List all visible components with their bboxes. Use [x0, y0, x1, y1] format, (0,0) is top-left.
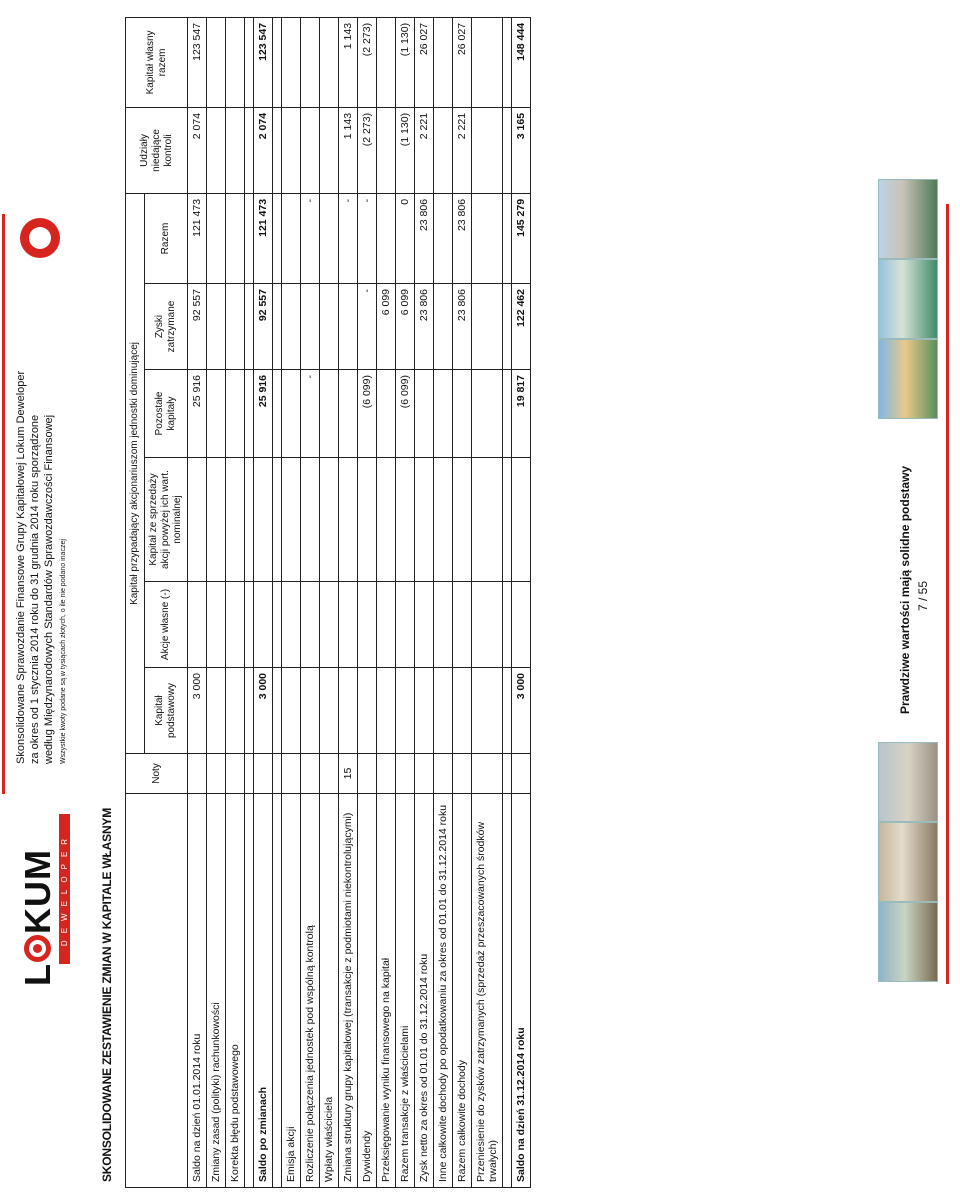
cell-nci	[282, 107, 301, 193]
cell-retained	[301, 284, 320, 370]
cell-treasury	[188, 582, 207, 668]
row-note	[396, 754, 415, 794]
row-note	[207, 754, 226, 794]
spacer-cell	[273, 370, 282, 458]
cell-retained	[282, 284, 301, 370]
footer-photo	[878, 339, 938, 419]
table-spacer-row	[503, 17, 512, 1187]
cell-treasury	[282, 582, 301, 668]
spacer-cell	[245, 458, 254, 582]
header-group: Kapitał przypadający akcjonariuszom jednostki dominującej	[126, 193, 145, 753]
table-row	[254, 17, 273, 1187]
cell-other	[472, 370, 503, 458]
table-row	[453, 17, 472, 1187]
table-row	[188, 17, 207, 1187]
spacer-cell	[245, 107, 254, 193]
table-row	[434, 17, 453, 1187]
row-label: Rozliczenie połączenia jednostek pod wspólną kontrolą	[301, 794, 320, 1188]
cell-retained: 6 099	[396, 284, 415, 370]
page-number: 7 / 55	[916, 580, 930, 611]
logo-subtitle: DEWELOPER	[59, 814, 70, 964]
cell-total	[282, 193, 301, 283]
cell-treasury	[453, 582, 472, 668]
cell-other	[453, 370, 472, 458]
footer-photo	[878, 742, 938, 822]
equity-table	[125, 18, 531, 1188]
cell-share	[415, 668, 434, 754]
table-row	[339, 17, 358, 1187]
spacer-cell	[503, 458, 512, 582]
cell-equity: (1 130)	[396, 17, 415, 107]
header-premium: Kapitał ze sprzedaży akcji powyżej ich wart. nominalnej	[145, 458, 188, 582]
row-label: Razem całkowite dochody	[453, 794, 472, 1188]
cell-premium	[377, 458, 396, 582]
footer-photo	[878, 902, 938, 982]
cell-total	[377, 193, 396, 283]
cell-total: 145 279	[512, 193, 531, 283]
cell-treasury	[377, 582, 396, 668]
row-note	[434, 754, 453, 794]
cell-treasury	[226, 582, 245, 668]
spacer-cell	[273, 458, 282, 582]
row-note	[358, 754, 377, 794]
cell-total: -	[301, 193, 320, 283]
row-note	[282, 754, 301, 794]
cell-treasury	[254, 582, 273, 668]
table-row	[226, 17, 245, 1187]
header-notes: Noty	[126, 754, 188, 794]
cell-treasury	[512, 582, 531, 668]
table-row	[512, 17, 531, 1187]
cell-equity: 148 444	[512, 17, 531, 107]
cell-treasury	[320, 582, 339, 668]
cell-treasury	[339, 582, 358, 668]
cell-premium	[254, 458, 273, 582]
spacer-cell	[245, 193, 254, 283]
cell-premium	[301, 458, 320, 582]
row-label: Przeksięgowanie wyniku finansowego na kapitał	[377, 794, 396, 1188]
lokum-mark-icon	[20, 218, 60, 258]
row-label: Saldo po zmianach	[254, 794, 273, 1188]
row-note	[301, 754, 320, 794]
cell-premium	[207, 458, 226, 582]
cell-equity	[434, 17, 453, 107]
cell-retained	[472, 284, 503, 370]
row-label: Wpłaty właściciela	[320, 794, 339, 1188]
cell-share	[339, 668, 358, 754]
spacer-cell	[273, 284, 282, 370]
header-other: Pozostałe kapitały	[145, 370, 188, 458]
row-note	[415, 754, 434, 794]
header-total: Razem	[145, 193, 188, 283]
cell-retained	[434, 284, 453, 370]
table-spacer-row	[273, 17, 282, 1187]
cell-total: -	[358, 193, 377, 283]
cell-other	[434, 370, 453, 458]
cell-other: 25 916	[188, 370, 207, 458]
cell-treasury	[396, 582, 415, 668]
cell-share: 3 000	[512, 668, 531, 754]
cell-premium	[226, 458, 245, 582]
spacer-cell	[245, 17, 254, 107]
cell-other	[415, 370, 434, 458]
cell-share	[358, 668, 377, 754]
cell-premium	[396, 458, 415, 582]
title-line: Skonsolidowane Sprawozdanie Finansowe Grupy Kapitałowej Lokum Deweloper	[15, 370, 27, 764]
cell-total: 23 806	[453, 193, 472, 283]
cell-nci	[320, 107, 339, 193]
spacer-cell	[245, 370, 254, 458]
cell-premium	[282, 458, 301, 582]
cell-nci	[434, 107, 453, 193]
cell-share	[434, 668, 453, 754]
cell-retained: 23 806	[453, 284, 472, 370]
cell-other	[320, 370, 339, 458]
cell-total: -	[339, 193, 358, 283]
cell-nci	[207, 107, 226, 193]
cell-equity: (2 273)	[358, 17, 377, 107]
row-label: Zysk netto za okres od 01.01 do 31.12.2014 roku	[415, 794, 434, 1188]
cell-share	[396, 668, 415, 754]
table-row	[396, 17, 415, 1187]
cell-share	[226, 668, 245, 754]
section-title: SKONSOLIDOWANE ZESTAWIENIE ZMIAN W KAPITALE WŁASNYM	[100, 807, 114, 1182]
header-nci: Udziały niedające kontroli	[126, 107, 188, 193]
table-row	[415, 17, 434, 1187]
cell-retained: -	[358, 284, 377, 370]
cell-other: 25 916	[254, 370, 273, 458]
cell-share: 3 000	[188, 668, 207, 754]
table-row	[282, 17, 301, 1187]
spacer-cell	[503, 284, 512, 370]
cell-total	[472, 193, 503, 283]
cell-retained: 6 099	[377, 284, 396, 370]
cell-nci: 2 074	[188, 107, 207, 193]
spacer-cell	[273, 582, 282, 668]
cell-total	[207, 193, 226, 283]
row-label: Zmiana struktury grupy kapitałowej (transakcje z podmiotami niekontrolującymi)	[339, 794, 358, 1188]
cell-share	[282, 668, 301, 754]
footer-slogan: Prawdziwe wartości mają solidne podstawy	[898, 465, 912, 714]
cell-other: -	[301, 370, 320, 458]
row-note: 15	[339, 754, 358, 794]
header-retained: Zyski zatrzymane	[145, 284, 188, 370]
cell-nci: 2 074	[254, 107, 273, 193]
footer-photo	[878, 822, 938, 902]
cell-nci: 2 221	[415, 107, 434, 193]
cell-premium	[320, 458, 339, 582]
cell-retained	[339, 284, 358, 370]
cell-total: 121 473	[188, 193, 207, 283]
table-row	[301, 17, 320, 1187]
header-treasury: Akcje własne (-)	[145, 582, 188, 668]
spacer-cell	[245, 284, 254, 370]
cell-retained	[207, 284, 226, 370]
spacer-cell	[503, 668, 512, 754]
title-line: za okres od 1 stycznia 2014 roku do 31 grudnia 2014 roku sporządzone	[29, 414, 41, 764]
row-label: Inne całkowite dochody po opodatkowaniu za okres od 01.01 do 31.12.2014 roku	[434, 794, 453, 1188]
spacer-cell	[273, 107, 282, 193]
row-label: Przeniesienie do zysków zatrzymanych (sprzedaż przeszacowanych środków trwałych)	[472, 794, 503, 1188]
cell-treasury	[472, 582, 503, 668]
cell-share: 3 000	[254, 668, 273, 754]
cell-nci	[472, 107, 503, 193]
spacer-cell	[273, 794, 282, 1188]
cell-share	[301, 668, 320, 754]
cell-other	[377, 370, 396, 458]
table-row	[320, 17, 339, 1187]
spacer-cell	[273, 754, 282, 794]
cell-other: (6 099)	[358, 370, 377, 458]
cell-treasury	[358, 582, 377, 668]
cell-share	[377, 668, 396, 754]
row-note	[472, 754, 503, 794]
cell-nci: 3 165	[512, 107, 531, 193]
cell-equity	[207, 17, 226, 107]
cell-premium	[512, 458, 531, 582]
row-label: Saldo na dzień 01.01.2014 roku	[188, 794, 207, 1188]
spacer-cell	[503, 193, 512, 283]
table-row	[358, 17, 377, 1187]
footer-photo	[878, 179, 938, 259]
cell-equity: 26 027	[415, 17, 434, 107]
cell-equity: 26 027	[453, 17, 472, 107]
cell-retained: 92 557	[188, 284, 207, 370]
cell-premium	[358, 458, 377, 582]
cell-premium	[472, 458, 503, 582]
cell-treasury	[434, 582, 453, 668]
cell-nci	[377, 107, 396, 193]
row-note	[512, 754, 531, 794]
footer-divider	[946, 204, 949, 984]
cell-nci: 1 143	[339, 107, 358, 193]
cell-equity	[282, 17, 301, 107]
cell-equity	[301, 17, 320, 107]
cell-premium	[415, 458, 434, 582]
cell-equity: 1 143	[339, 17, 358, 107]
row-note	[226, 754, 245, 794]
spacer-cell	[503, 17, 512, 107]
row-label: Razem transakcje z właścicielami	[396, 794, 415, 1188]
row-note	[254, 754, 273, 794]
cell-retained	[226, 284, 245, 370]
row-note	[320, 754, 339, 794]
cell-premium	[188, 458, 207, 582]
cell-premium	[339, 458, 358, 582]
cell-equity: 123 547	[188, 17, 207, 107]
spacer-cell	[503, 794, 512, 1188]
cell-total: 0	[396, 193, 415, 283]
cell-premium	[453, 458, 472, 582]
spacer-cell	[273, 17, 282, 107]
row-note	[377, 754, 396, 794]
cell-treasury	[301, 582, 320, 668]
cell-retained: 122 462	[512, 284, 531, 370]
row-note	[188, 754, 207, 794]
cell-other	[282, 370, 301, 458]
header-equity: Kapitał własny razem	[126, 17, 188, 107]
row-label: Zmiany zasad (polityki) rachunkowości	[207, 794, 226, 1188]
row-label: Dywidendy	[358, 794, 377, 1188]
cell-total: 23 806	[415, 193, 434, 283]
spacer-cell	[503, 582, 512, 668]
title-line: według Międzynarodowych Standardów Sprawozdawczości Finansowej	[43, 414, 55, 764]
cell-total: 121 473	[254, 193, 273, 283]
cell-share	[207, 668, 226, 754]
row-label: Korekta błędu podstawowego	[226, 794, 245, 1188]
header-divider	[2, 214, 5, 794]
cell-share	[453, 668, 472, 754]
table-row	[377, 17, 396, 1187]
cell-other: (6 099)	[396, 370, 415, 458]
cell-equity: 123 547	[254, 17, 273, 107]
spacer-cell	[503, 107, 512, 193]
row-label: Saldo na dzień 31.12.2014 roku	[512, 794, 531, 1188]
spacer-cell	[245, 754, 254, 794]
cell-share	[472, 668, 503, 754]
cell-equity	[377, 17, 396, 107]
cell-retained: 23 806	[415, 284, 434, 370]
spacer-cell	[503, 754, 512, 794]
table-spacer-row	[245, 17, 254, 1187]
cell-nci	[226, 107, 245, 193]
company-logo: LKUM DEWELOPER	[20, 808, 62, 986]
footer-photo	[878, 259, 938, 339]
cell-nci: (1 130)	[396, 107, 415, 193]
spacer-cell	[245, 582, 254, 668]
cell-other	[339, 370, 358, 458]
cell-total	[226, 193, 245, 283]
cell-retained	[320, 284, 339, 370]
cell-total	[320, 193, 339, 283]
cell-other: 19 817	[512, 370, 531, 458]
cell-total	[434, 193, 453, 283]
header-share-capital: Kapitał podstawowy	[145, 668, 188, 754]
row-label: Emisja akcji	[282, 794, 301, 1188]
cell-retained: 92 557	[254, 284, 273, 370]
table-row	[472, 17, 503, 1187]
spacer-cell	[273, 193, 282, 283]
cell-equity	[472, 17, 503, 107]
cell-equity	[320, 17, 339, 107]
cell-nci: 2 221	[453, 107, 472, 193]
cell-equity	[226, 17, 245, 107]
cell-treasury	[415, 582, 434, 668]
spacer-cell	[273, 668, 282, 754]
spacer-cell	[245, 668, 254, 754]
cell-premium	[434, 458, 453, 582]
cell-treasury	[207, 582, 226, 668]
cell-other	[226, 370, 245, 458]
amounts-note: Wszystkie kwoty podane są w tysiącach złotych, o ile nie podano inaczej	[60, 539, 67, 764]
cell-share	[320, 668, 339, 754]
table-row	[207, 17, 226, 1187]
spacer-cell	[503, 370, 512, 458]
header-empty	[126, 794, 188, 1188]
cell-other	[207, 370, 226, 458]
cell-nci	[301, 107, 320, 193]
report-title	[14, 284, 69, 764]
spacer-cell	[245, 794, 254, 1188]
cell-nci: (2 273)	[358, 107, 377, 193]
row-note	[453, 754, 472, 794]
